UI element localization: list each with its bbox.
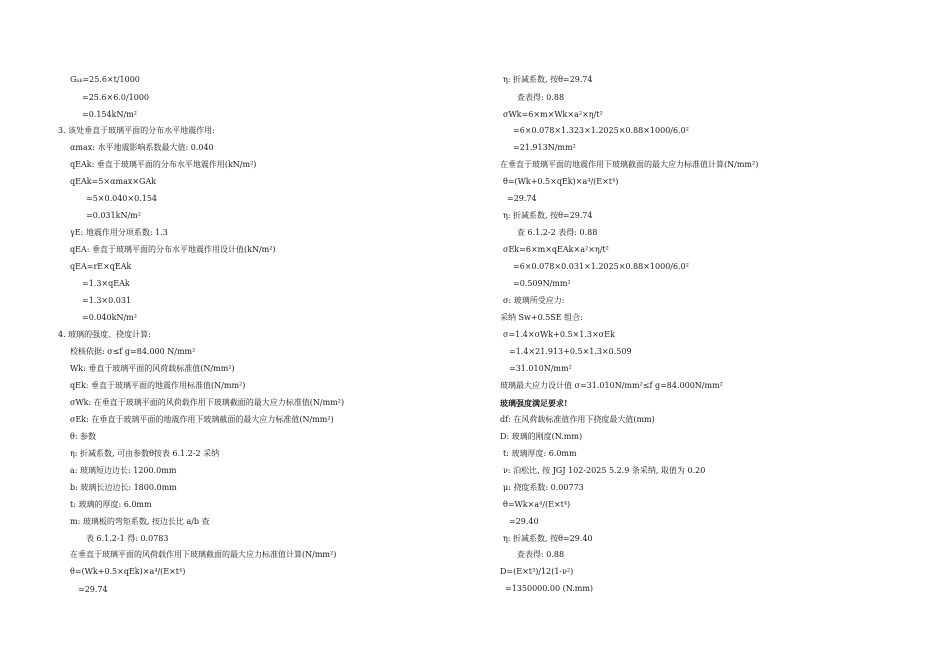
text-line: 采纳 Sw+0.5SE 组合: xyxy=(500,313,583,322)
text-line: σEk=6×m×qEAk×a²×η/t² xyxy=(503,245,609,254)
text-line: 玻璃最大应力设计值 σ=31.010N/mm²≤f g=84.000N/mm² xyxy=(500,381,723,390)
text-line: η: 折减系数, 按θ=29.74 xyxy=(503,75,593,84)
text-line: =1.4×21.913+0.5×1.3×0.509 xyxy=(509,347,632,356)
text-line: b: 玻璃长边边长: 1800.0mm xyxy=(70,483,177,492)
text-line: qEAk: 垂直于玻璃平面的分布水平地震作用(kN/m²) xyxy=(70,160,257,169)
text-line: D: 玻璃的刚度(N.mm) xyxy=(500,432,583,441)
text-line: σ=1.4×σWk+0.5×1.3×σEk xyxy=(503,330,615,339)
text-line: m: 玻璃板的弯矩系数, 按边长比 a/b 查 xyxy=(70,517,210,526)
text-line: 查 6.1.2-2 表得: 0.88 xyxy=(517,228,598,237)
text-line: t: 玻璃的厚度: 6.0mm xyxy=(70,500,152,509)
text-line: =0.509N/mm² xyxy=(513,279,571,288)
text-line: =29.74 xyxy=(507,194,537,203)
text-line: σWk: 在垂直于玻璃平面的风荷载作用下玻璃截面的最大应力标准值(N/mm²) xyxy=(70,398,345,407)
text-line: df: 在风荷载标准值作用下挠度最大值(mm) xyxy=(500,415,655,424)
text-line: =1.3×qEAk xyxy=(82,279,130,288)
text-line: 在垂直于玻璃平面的地震作用下玻璃截面的最大应力标准值计算(N/mm²) xyxy=(500,160,759,169)
text-line: =31.010N/mm² xyxy=(509,364,572,373)
text-line: =21.913N/mm² xyxy=(513,143,576,152)
text-line: αmax: 水平地震影响系数最大值: 0.040 xyxy=(70,143,214,152)
text-line: =1350000.00 (N.mm) xyxy=(505,584,594,593)
text-line: θ=Wk×a⁴/(E×t⁴) xyxy=(503,500,571,509)
text-line: σ: 玻璃所受应力: xyxy=(503,296,565,305)
text-line: 查表得: 0.88 xyxy=(517,93,565,102)
text-line: qEA: 垂直于玻璃平面的分布水平地震作用设计值(kN/m²) xyxy=(70,245,276,254)
text-line: qEk: 垂直于玻璃平面的地震作用标准值(N/mm²) xyxy=(70,381,246,390)
text-line: 表 6.1.2-1 得: 0.0783 xyxy=(86,534,169,543)
text-line: =0.031kN/m² xyxy=(86,211,141,220)
text-line: η: 折减系数, 可由参数θ按表 6.1.2-2 采纳 xyxy=(70,449,220,458)
text-line: Wk: 垂直于玻璃平面的风荷载标准值(N/mm²) xyxy=(70,364,235,373)
text-line: qEA=rE×qEAk xyxy=(70,262,132,271)
section-heading: 3. 该处垂直于玻璃平面的分布水平地震作用: xyxy=(58,126,215,135)
text-line: 校核依据: σ≤f g=84.000 N/mm² xyxy=(70,347,196,356)
text-line: a: 玻璃短边边长: 1200.0mm xyxy=(70,466,177,475)
text-line: D=(E×t³)/12(1-ν²) xyxy=(500,567,574,576)
text-line: qEAk=5×αmax×GAk xyxy=(70,177,157,186)
text-line: =29.40 xyxy=(509,517,539,526)
text-line: =1.3×0.031 xyxy=(82,296,132,305)
section-heading: 4. 玻璃的强度、挠度计算: xyxy=(58,330,151,339)
text-line: =0.154kN/m² xyxy=(82,110,137,119)
text-line: =0.040kN/m² xyxy=(82,313,137,322)
text-line: θ=(Wk+0.5×qEk)×a⁴/(E×t⁴) xyxy=(503,177,619,186)
conclusion-text: 玻璃强度满足要求! xyxy=(500,398,568,408)
text-line: 在垂直于玻璃平面的风荷载作用下玻璃截面的最大应力标准值计算(N/mm²) xyxy=(70,550,337,559)
text-line: Gₐₖ=25.6×t/1000 xyxy=(70,75,140,84)
text-line: θ=(Wk+0.5×qEk)×a⁴/(E×t⁴) xyxy=(70,567,186,576)
text-line: η: 折减系数, 按θ=29.40 xyxy=(503,534,593,543)
text-line: =6×0.078×1.323×1.2025×0.88×1000/6.0² xyxy=(513,126,689,135)
text-line: =6×0.078×0.031×1.2025×0.88×1000/6.0² xyxy=(513,262,689,271)
text-line: σWk=6×m×Wk×a²×η/t² xyxy=(503,110,603,119)
text-line: ν: 泊松比, 按 JGJ 102-2025 5.2.9 条采纳, 取值为 0.20 xyxy=(503,466,706,475)
text-line: t: 玻璃厚度: 6.0mm xyxy=(503,449,577,458)
text-line: σEk: 在垂直于玻璃平面的地震作用下玻璃截面的最大应力标准值(N/mm²) xyxy=(70,415,334,424)
text-line: μ: 挠度系数: 0.00773 xyxy=(503,483,584,492)
text-line: γE: 地震作用分项系数: 1.3 xyxy=(70,228,168,237)
text-line: =25.6×6.0/1000 xyxy=(82,93,149,102)
text-line: =29.74 xyxy=(78,585,108,594)
text-line: 查表得: 0.88 xyxy=(517,550,565,559)
text-line: θ: 参数 xyxy=(70,432,97,441)
text-line: η: 折减系数, 按θ=29.74 xyxy=(503,211,593,220)
text-line: =5×0.040×0.154 xyxy=(86,194,158,203)
